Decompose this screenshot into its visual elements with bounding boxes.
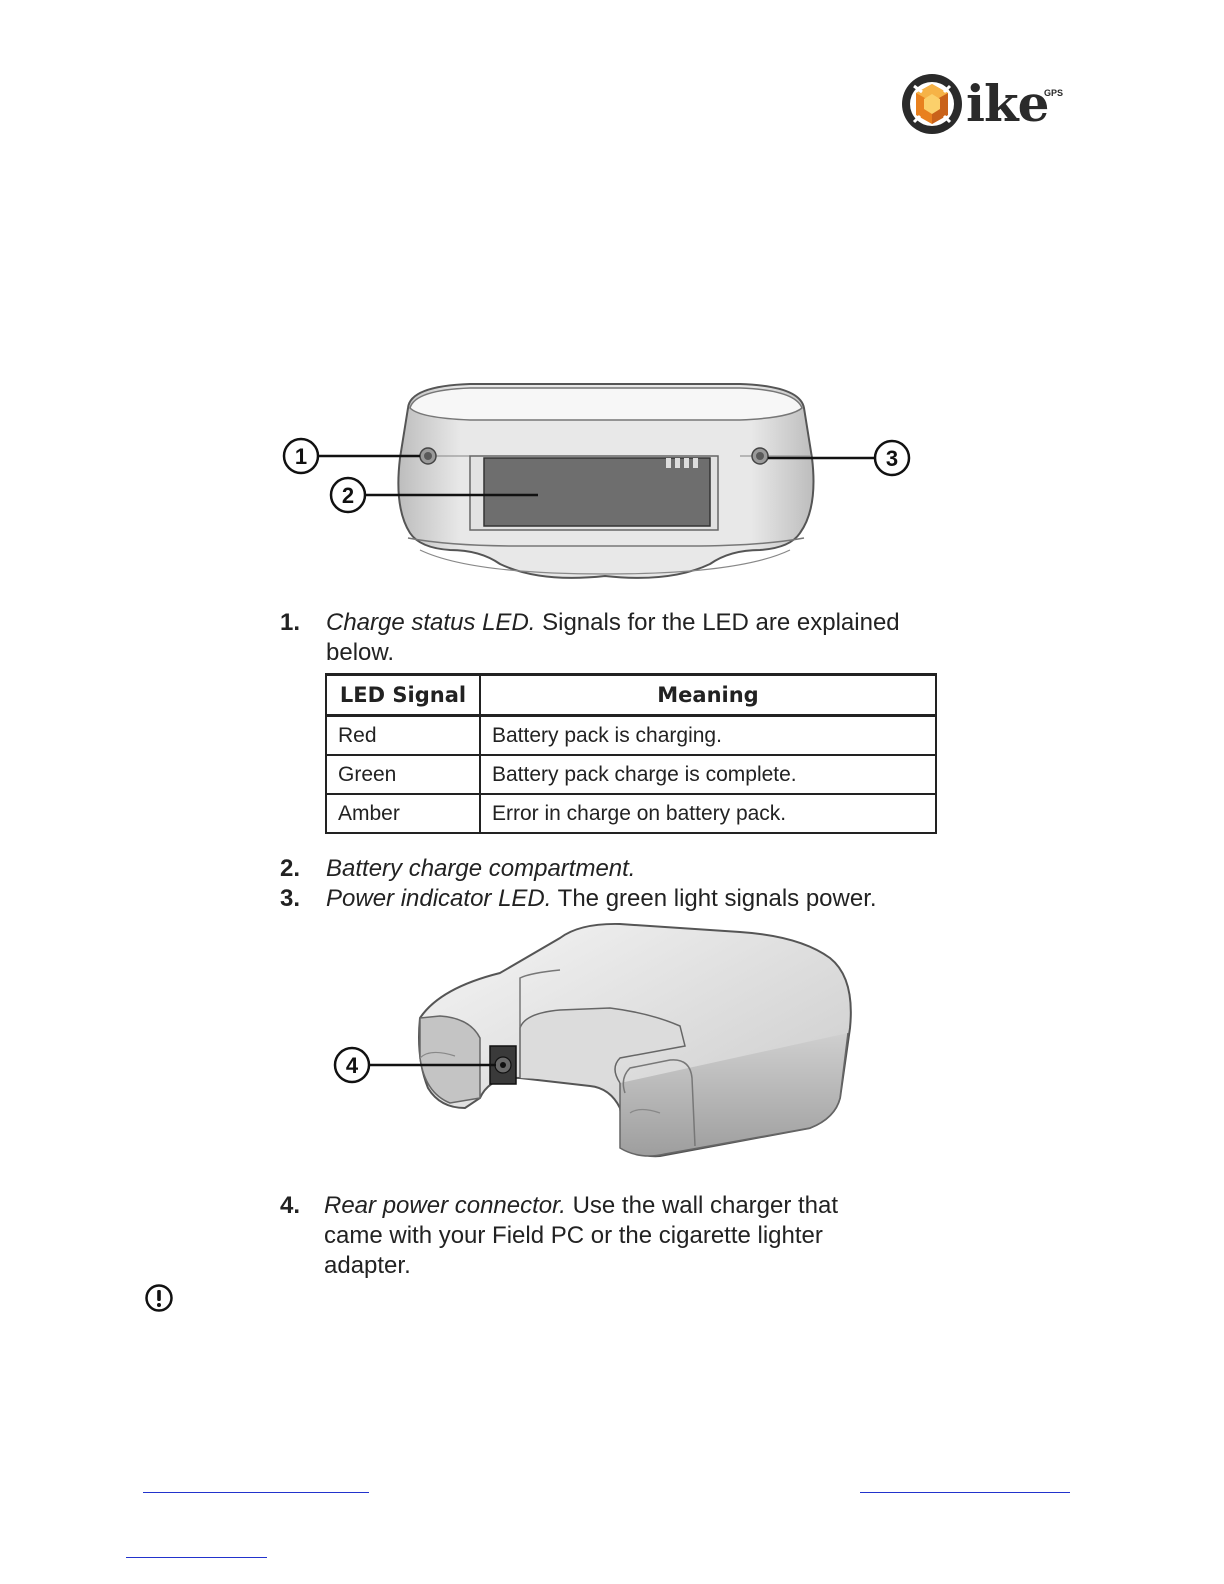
logo-word: ike (966, 74, 1049, 133)
charger-front-illustration (270, 378, 930, 593)
ike-gps-logo (900, 72, 1070, 136)
table-row (326, 755, 936, 794)
callout-2-label: 2 (341, 483, 355, 508)
callout-1-label: 1 (294, 444, 308, 469)
cell-signal: Red (326, 716, 480, 756)
item-continuation: below. (326, 639, 395, 666)
footer-link-right[interactable] (860, 1492, 1070, 1493)
list-item-2 (280, 854, 960, 884)
item-number: 3. (280, 885, 301, 912)
item-text: The green light signals power. (551, 885, 877, 912)
item-number: 2. (280, 855, 301, 882)
battery-compartment (470, 456, 718, 530)
item-text: Signals for the LED are explained (535, 609, 900, 636)
table-row (326, 716, 936, 756)
table-row (326, 794, 936, 833)
cell-meaning: Battery pack is charging. (480, 716, 936, 756)
list-item-4 (280, 1191, 920, 1283)
callout-4-label: 4 (345, 1053, 359, 1078)
item-line3: adapter. (324, 1252, 411, 1279)
list-item-1 (280, 608, 960, 670)
footer-link-left[interactable] (143, 1492, 369, 1493)
header-led-signal: LED Signal (326, 675, 480, 716)
logo-aperture-icon (900, 72, 964, 136)
logo-superscript: GPS (1044, 88, 1064, 98)
item-number: 4. (280, 1192, 301, 1219)
cell-meaning: Error in charge on battery pack. (480, 794, 936, 833)
charger-rear-illustration (320, 918, 860, 1163)
callout-3-label: 3 (885, 446, 899, 471)
cell-signal: Amber (326, 794, 480, 833)
led-signal-table (325, 673, 937, 834)
header-meaning: Meaning (480, 675, 936, 716)
charge-status-led (420, 448, 436, 464)
cell-signal: Green (326, 755, 480, 794)
table-header-row (326, 675, 936, 716)
list-item-3 (280, 884, 960, 914)
item-title: Charge status LED. (326, 609, 536, 636)
item-title: Rear power connector. (324, 1192, 566, 1219)
item-line2: came with your Field PC or the cigarette lighter (324, 1222, 823, 1249)
item-title: Battery charge compartment. (326, 855, 636, 882)
item-title: Power indicator LED. (326, 885, 552, 912)
item-number: 1. (280, 609, 301, 636)
exclamation-circle-icon (144, 1283, 174, 1313)
item-text: Use the wall charger that (565, 1192, 839, 1219)
footer-link-bottom[interactable] (126, 1557, 267, 1558)
cell-meaning: Battery pack charge is complete. (480, 755, 936, 794)
power-indicator-led (752, 448, 768, 464)
charger-rear-body (419, 924, 851, 1156)
